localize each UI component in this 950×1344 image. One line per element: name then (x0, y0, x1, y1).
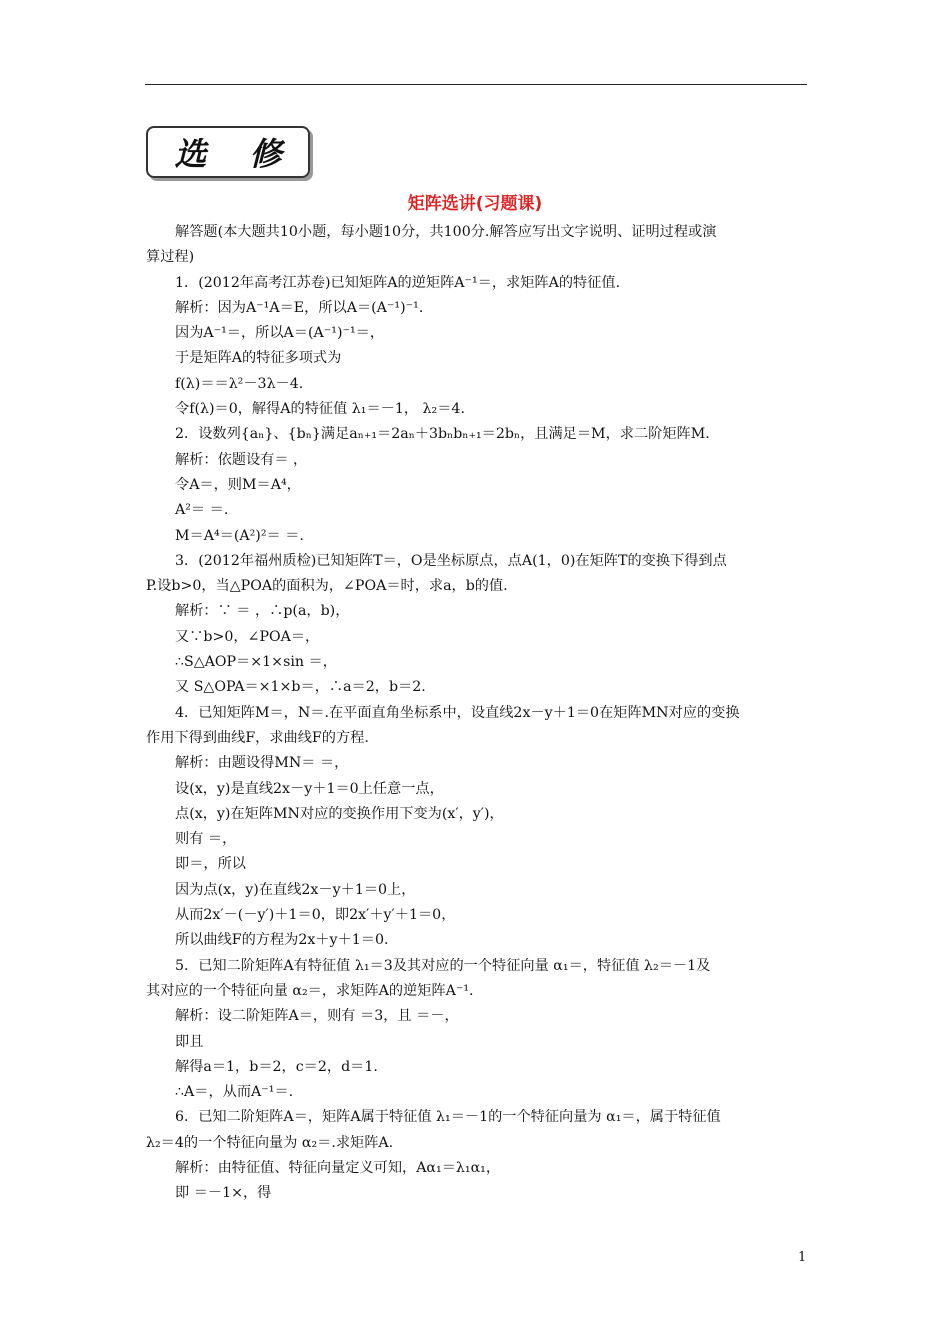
text-line: λ₂＝4的一个特征向量为 α₂＝.求矩阵A. (146, 1134, 394, 1151)
text-line: 又 S△OPA＝×1×b＝，∴a＝2，b＝2. (175, 679, 426, 696)
page-number: 1 (798, 1250, 807, 1265)
text-line: 因为点(x，y)在直线2x－y＋1＝0上， (175, 881, 416, 898)
text-line: 于是矩阵A的特征多项式为 (175, 350, 342, 367)
text-line: 3．(2012年福州质检)已知矩阵T＝，O是坐标原点，点A(1，0)在矩阵T的变换下得到点 (175, 552, 727, 569)
text-line: M＝A⁴＝(A²)²＝ ＝. (175, 527, 304, 544)
text-line: 6．已知二阶矩阵A＝，矩阵A属于特征值 λ₁＝－1的一个特征向量为 α₁＝，属于特征值 (175, 1109, 721, 1126)
text-line: 设(x，y)是直线2x－y＋1＝0上任意一点， (175, 780, 444, 797)
text-line: 因为A⁻¹＝，所以A＝(A⁻¹)⁻¹＝， (175, 325, 385, 342)
text-line: 点(x，y)在矩阵MN对应的变换作用下变为(x′，y′)， (175, 805, 504, 822)
text-line: 解析：因为A⁻¹A＝E，所以A＝(A⁻¹)⁻¹. (175, 299, 424, 316)
text-line: f(λ)＝＝λ²－3λ－4. (175, 375, 304, 392)
text-line: 解析：依题设有＝ ， (175, 451, 308, 468)
elective-badge (146, 126, 310, 178)
text-line: 2．设数列{aₙ}、{bₙ}满足aₙ₊₁＝2aₙ＋3bₙbₙ₊₁＝2bₙ，且满足＝M，求二阶矩阵M. (175, 426, 710, 443)
text-line: 即＝，所以 (175, 856, 246, 873)
text-line: P.设b>0，当△POA的面积为，∠POA＝时，求a，b的值. (146, 578, 508, 595)
text-line: 解得a＝1，b＝2，c＝2，d＝1. (175, 1058, 378, 1075)
document-body (146, 220, 808, 1207)
text-line: ∴A＝，从而A⁻¹＝. (175, 1084, 294, 1101)
text-line: 从而2x′－(－y′)＋1＝0，即2x′＋y′＋1＝0， (175, 907, 456, 924)
text-line: 又∵b>0，∠POA＝， (175, 628, 320, 645)
text-line: 令f(λ)＝0，解得A的特征值 λ₁＝－1， λ₂＝4. (175, 401, 465, 418)
text-line: 令A＝，则M＝A⁴， (175, 476, 301, 493)
text-line: 解析：由题设得MN＝ ＝， (175, 755, 349, 772)
text-line: 即且 (175, 1033, 204, 1050)
text-line: 所以曲线F的方程为2x＋y＋1＝0. (175, 932, 389, 949)
text-line: 算过程) (146, 249, 195, 266)
text-line: A²＝ ＝. (175, 502, 229, 519)
page-title: 矩阵选讲(习题课) (407, 194, 543, 214)
text-line: 1．(2012年高考江苏卷)已知矩阵A的逆矩阵A⁻¹＝，求矩阵A的特征值. (175, 274, 621, 291)
text-line: 5．已知二阶矩阵A有特征值 λ₁＝3及其对应的一个特征向量 α₁＝，特征值 λ₂＝－1及 (175, 957, 711, 974)
text-line: 则有 ＝， (175, 831, 237, 848)
text-line: 4．已知矩阵M＝，N＝.在平面直角坐标系中，设直线2x－y＋1＝0在矩阵MN对应的变换 (175, 704, 740, 721)
header-rule (145, 84, 807, 85)
text-line: 其对应的一个特征向量 α₂＝，求矩阵A的逆矩阵A⁻¹. (146, 982, 474, 999)
text-line: 解析：∵ ＝ ，∴p(a，b)， (175, 603, 350, 620)
text-line: 解析：设二阶矩阵A＝，则有 ＝3，且 ＝－， (175, 1008, 459, 1025)
text-line: 解析：由特征值、特征向量定义可知，Aα₁＝λ₁α₁， (175, 1159, 501, 1176)
text-line: 即 ＝－1×，得 (175, 1185, 272, 1202)
text-line: 作用下得到曲线F，求曲线F的方程. (146, 729, 369, 746)
text-line: 解答题(本大题共10小题，每小题10分，共100分.解答应写出文字说明、证明过程或演 (175, 224, 717, 240)
text-line: ∴S△AOP＝×1×sin ＝， (175, 654, 337, 671)
badge-label: 选 修 (174, 135, 298, 173)
